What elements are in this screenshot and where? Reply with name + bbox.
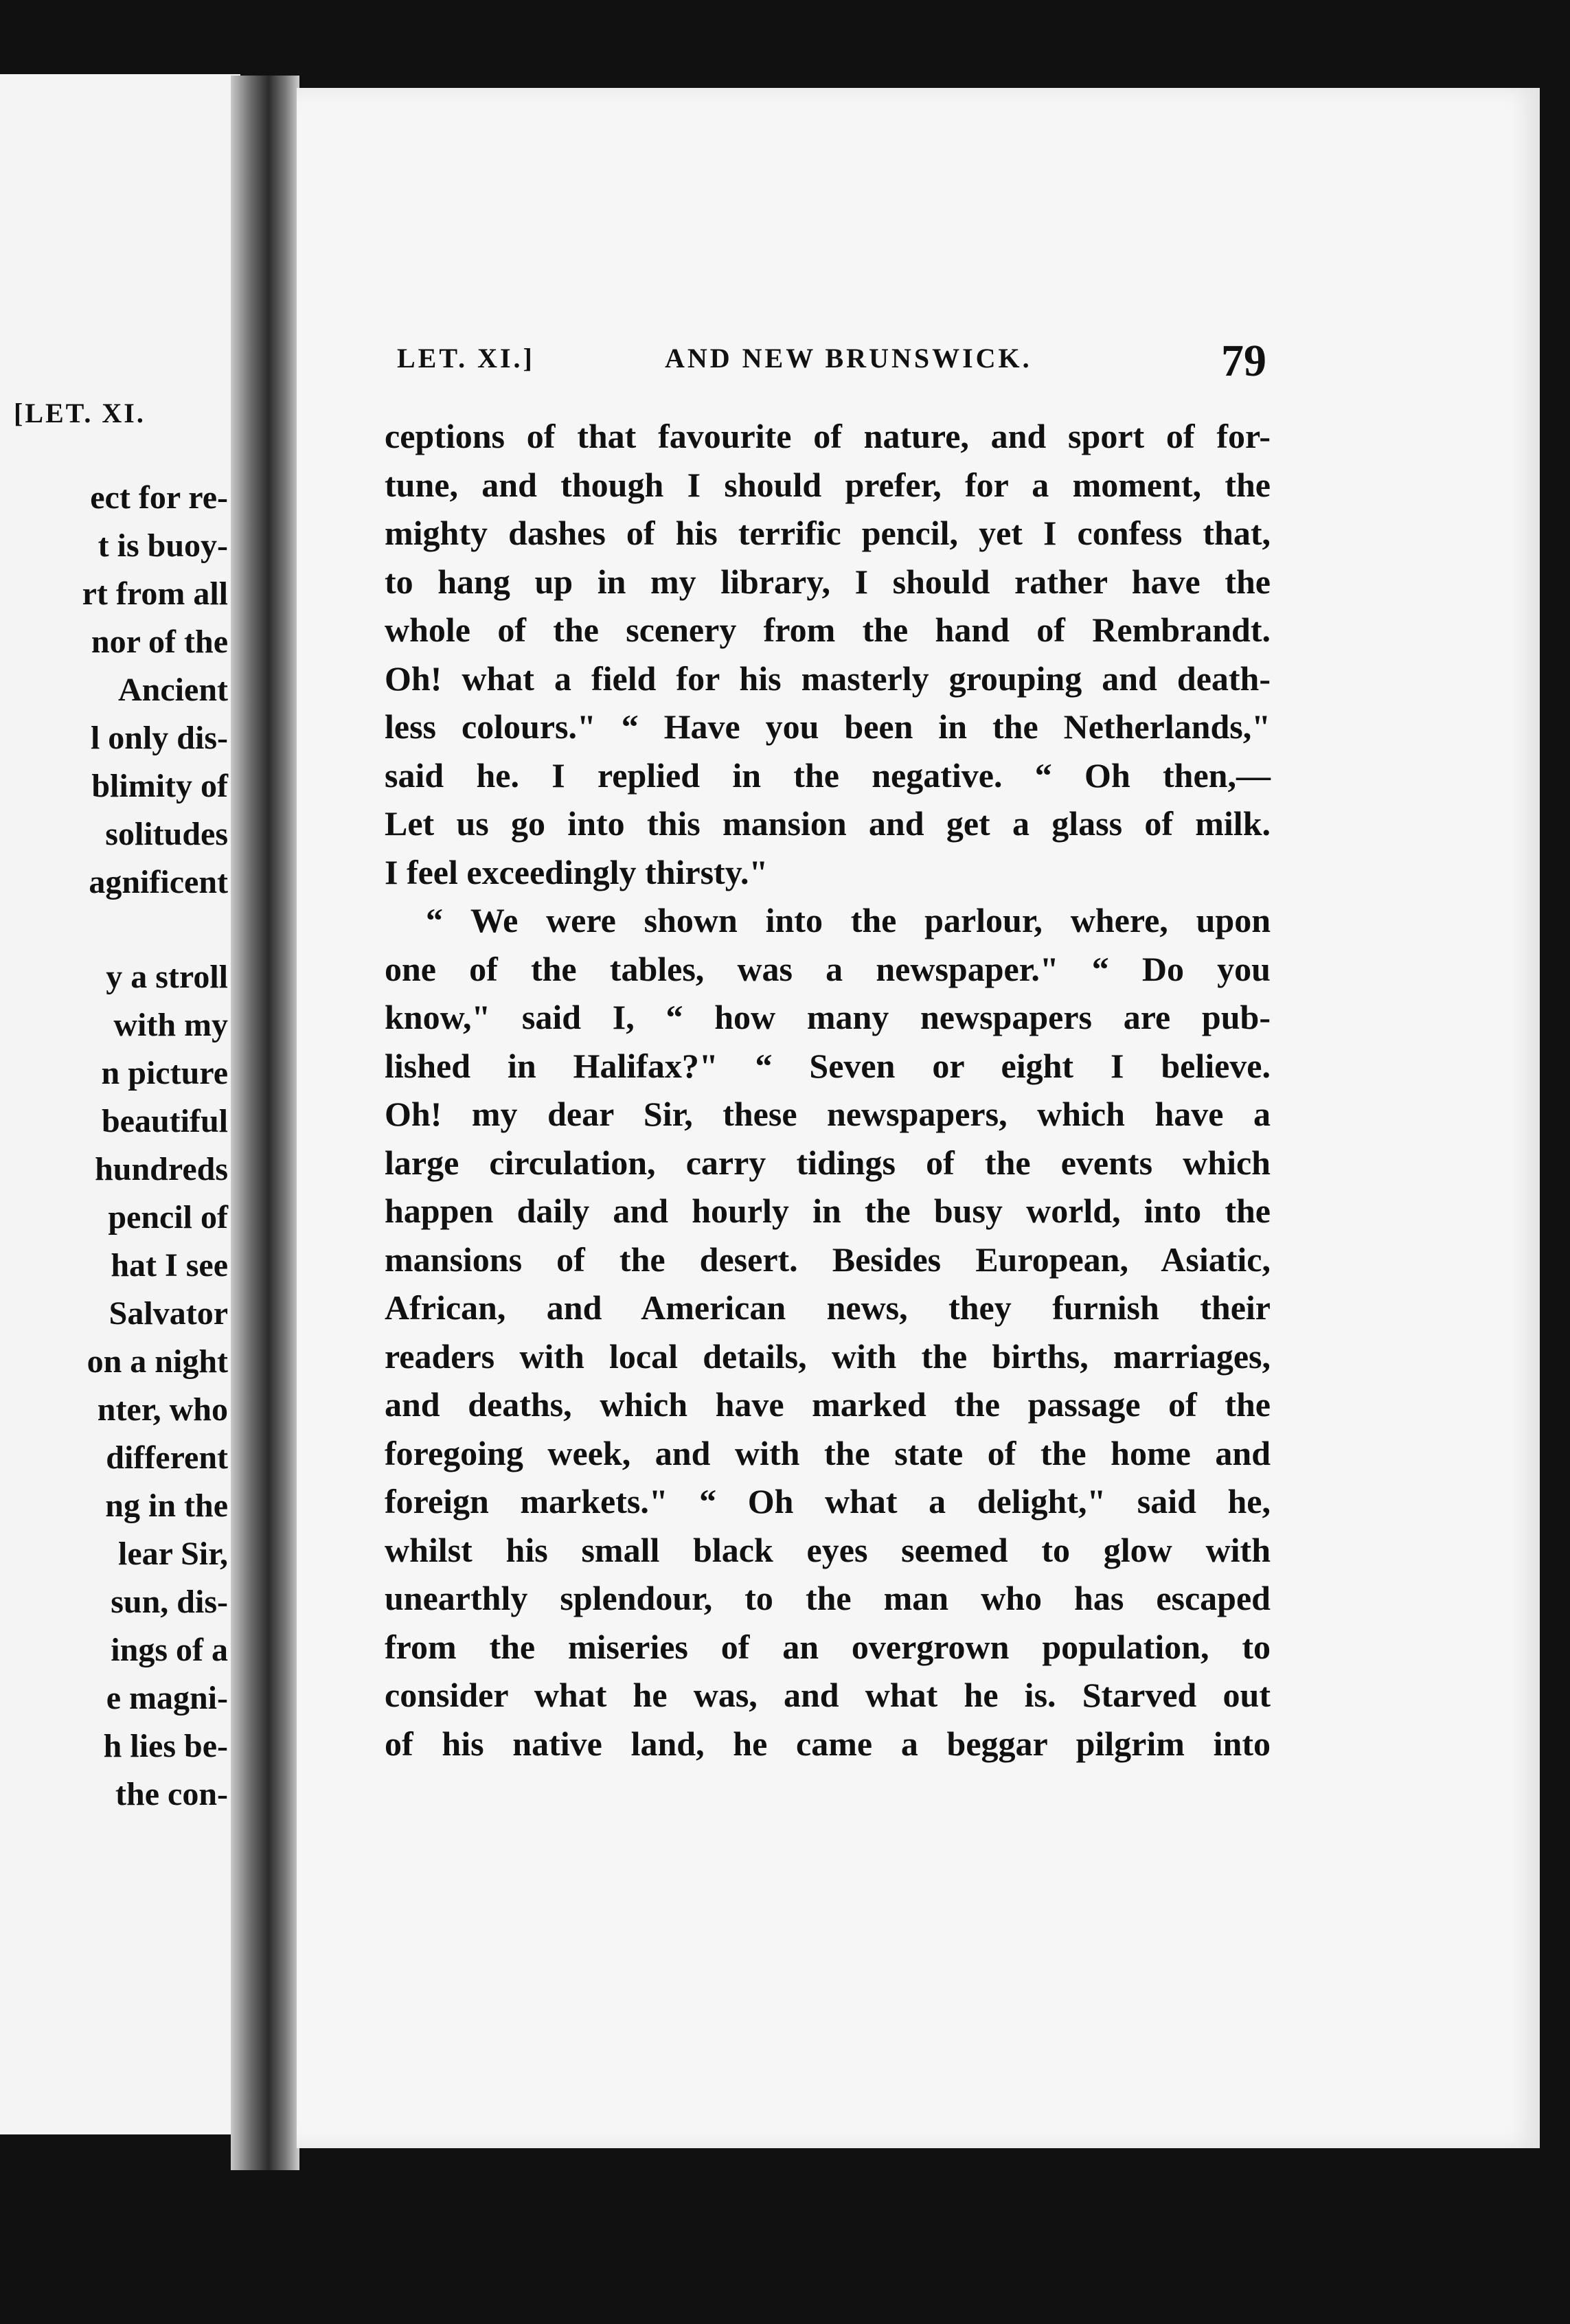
body-text <box>385 412 1271 1768</box>
running-head <box>397 335 1266 386</box>
text-line: whole of the scenery from the hand of Rembrandt. <box>385 611 1271 649</box>
text-line: Oh! what a field for his masterly grouping and death- <box>385 659 1271 698</box>
left-line: ings of a <box>111 1632 228 1668</box>
left-line: h lies be- <box>103 1728 228 1764</box>
text-line: large circulation, carry tidings of the events which <box>385 1143 1271 1182</box>
text-line: one of the tables, was a newspaper." “ Do you <box>385 949 1271 988</box>
text-line: Let us go into this mansion and get a glass of milk. <box>385 804 1271 843</box>
left-line: hat I see <box>111 1247 228 1284</box>
left-line: blimity of <box>91 768 228 804</box>
left-line: nor of the <box>91 624 228 660</box>
left-line: lear Sir, <box>117 1536 228 1572</box>
text-line: lished in Halifax?" “ Seven or eight I believe. <box>385 1046 1271 1085</box>
left-line: pencil of <box>108 1199 228 1235</box>
text-line: mansions of the desert. Besides European, Asiatic, <box>385 1240 1271 1279</box>
left-line: Ancient <box>118 672 228 708</box>
text-line: tune, and though I should prefer, for a moment, the <box>385 465 1271 504</box>
left-line: l only dis- <box>90 720 228 756</box>
left-line: beautiful <box>101 1103 228 1139</box>
text-line: less colours." “ Have you been in the Netherlands," <box>385 707 1271 746</box>
text-line: African, and American news, they furnish their <box>385 1288 1271 1327</box>
page-number: 79 <box>1221 336 1266 386</box>
text-line: ceptions of that favourite of nature, and sport of for- <box>385 417 1271 455</box>
text-line: and deaths, which have marked the passage of the <box>385 1385 1271 1424</box>
text-line: readers with local details, with the births, marriages, <box>385 1336 1271 1376</box>
left-line: ect for re- <box>90 479 228 516</box>
left-line: hundreds <box>95 1151 228 1187</box>
text-line: “ We were shown into the parlour, where, upon <box>426 901 1271 939</box>
left-line: the con- <box>115 1776 228 1812</box>
left-running-head: [LET. XI. <box>14 398 146 429</box>
left-line: solitudes <box>105 816 228 852</box>
text-line: foregoing week, and with the state of the home and <box>385 1433 1271 1472</box>
left-line: ng in the <box>105 1488 228 1524</box>
left-paragraph-gap <box>1 907 228 953</box>
left-line: rt from all <box>82 576 228 612</box>
book-gutter <box>231 76 299 2170</box>
text-line: from the miseries of an overgrown population, to <box>385 1627 1271 1666</box>
running-head-title: AND NEW BRUNSWICK. <box>665 343 1032 374</box>
left-line: nter, who <box>97 1391 228 1428</box>
text-line: I feel exceedingly thirsty." <box>385 852 769 891</box>
left-line: different <box>106 1439 228 1476</box>
left-line: n picture <box>101 1055 228 1091</box>
text-line: of his native land, he came a beggar pilgrim into <box>385 1724 1271 1763</box>
text-line: know," said I, “ how many newspapers are pub- <box>385 998 1271 1036</box>
left-line: y a stroll <box>106 959 228 995</box>
text-line: said he. I replied in the negative. “ Oh then,— <box>385 755 1271 795</box>
left-page <box>0 74 240 2134</box>
left-page-text <box>1 474 228 1819</box>
left-line: agnificent <box>89 864 228 900</box>
left-line: sun, dis- <box>111 1584 228 1620</box>
left-line: with my <box>113 1007 228 1043</box>
text-line: happen daily and hourly in the busy world, into the <box>385 1192 1271 1230</box>
left-line: e magni- <box>106 1680 228 1716</box>
left-line: on a night <box>87 1343 228 1380</box>
text-line: to hang up in my library, I should rather have the <box>385 562 1271 601</box>
left-line: t is buoy- <box>98 527 228 564</box>
text-line: foreign markets." “ Oh what a delight," said he, <box>385 1482 1271 1520</box>
text-line: unearthly splendour, to the man who has escaped <box>385 1579 1271 1617</box>
text-line: Oh! my dear Sir, these newspapers, which have a <box>385 1095 1271 1133</box>
text-line: mighty dashes of his terrific pencil, yet I confess that, <box>385 514 1271 552</box>
text-line: whilst his small black eyes seemed to glow with <box>385 1530 1271 1569</box>
running-head-letter: LET. XI.] <box>397 343 535 374</box>
left-line: Salvator <box>109 1295 228 1332</box>
text-line: consider what he was, and what he is. Starved out <box>385 1676 1271 1714</box>
